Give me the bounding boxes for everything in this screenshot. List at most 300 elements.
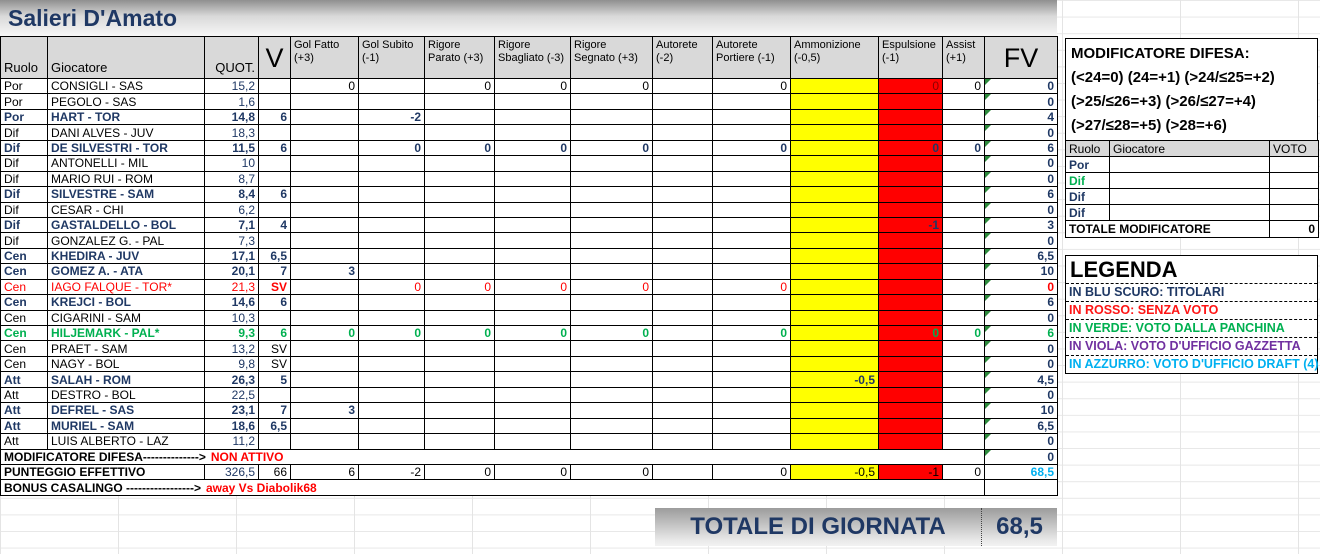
- cell-espulsione[interactable]: [879, 202, 943, 217]
- cell-ruolo[interactable]: Dif: [1, 125, 48, 140]
- cell-player-name[interactable]: CIGARINI - SAM: [48, 310, 205, 325]
- header-autorete-portiere[interactable]: Autorete Portiere (-1): [713, 37, 791, 79]
- cell-autorete-portiere[interactable]: [713, 403, 791, 418]
- cell-rigore-segnato[interactable]: 0: [571, 140, 653, 155]
- cell-rigore-parato[interactable]: [425, 356, 495, 371]
- cell-autorete[interactable]: [653, 94, 713, 109]
- cell-rigore-sbagliato[interactable]: [495, 156, 571, 171]
- cell-fv[interactable]: 0: [985, 310, 1058, 325]
- cell-ruolo[interactable]: Att: [1, 434, 48, 449]
- cell-autorete-portiere[interactable]: [713, 217, 791, 232]
- cell-espulsione[interactable]: [879, 310, 943, 325]
- header-rigore-sbagliato[interactable]: Rigore Sbagliato (-3): [495, 37, 571, 79]
- cell-quot[interactable]: 11,2: [205, 434, 259, 449]
- cell-ammonizione[interactable]: [791, 233, 879, 248]
- cell-gol-fatto[interactable]: 0: [291, 326, 359, 341]
- cell-voto[interactable]: [259, 387, 291, 402]
- cell-voto[interactable]: [259, 202, 291, 217]
- cell-fv[interactable]: 6: [985, 295, 1058, 310]
- mod-header-voto[interactable]: VOTO: [1270, 141, 1319, 157]
- cell-player-name[interactable]: KREJCI - BOL: [48, 295, 205, 310]
- cell-player-name[interactable]: NAGY - BOL: [48, 356, 205, 371]
- punteggio-label[interactable]: PUNTEGGIO EFFETTIVO: [1, 464, 205, 479]
- cell-gol-subito[interactable]: [359, 156, 425, 171]
- cell-voto[interactable]: 6,5: [259, 248, 291, 263]
- cell-gol-fatto[interactable]: [291, 341, 359, 356]
- cell-player-name[interactable]: ANTONELLI - MIL: [48, 156, 205, 171]
- cell-espulsione[interactable]: [879, 387, 943, 402]
- cell-fv[interactable]: 0: [985, 125, 1058, 140]
- cell-voto[interactable]: 6: [259, 140, 291, 155]
- cell-gol-fatto[interactable]: [291, 94, 359, 109]
- cell-assist[interactable]: [943, 187, 985, 202]
- cell-ammonizione[interactable]: [791, 156, 879, 171]
- cell-ruolo[interactable]: Cen: [1, 356, 48, 371]
- mod-cell-voto[interactable]: [1270, 205, 1319, 221]
- cell-autorete[interactable]: [653, 264, 713, 279]
- cell-fv[interactable]: 0: [985, 387, 1058, 402]
- header-gol-fatto[interactable]: Gol Fatto (+3): [291, 37, 359, 79]
- cell-rigore-segnato[interactable]: [571, 125, 653, 140]
- cell-fv[interactable]: 6: [985, 140, 1058, 155]
- cell-voto[interactable]: 7: [259, 264, 291, 279]
- cell-autorete-portiere[interactable]: [713, 387, 791, 402]
- cell-autorete[interactable]: [653, 341, 713, 356]
- cell-gol-subito[interactable]: [359, 341, 425, 356]
- cell-assist[interactable]: [943, 233, 985, 248]
- cell-rigore-parato[interactable]: 0: [425, 79, 495, 94]
- cell-rigore-sbagliato[interactable]: [495, 387, 571, 402]
- cell-player-name[interactable]: PRAET - SAM: [48, 341, 205, 356]
- cell-autorete[interactable]: [653, 356, 713, 371]
- cell-gol-fatto[interactable]: 3: [291, 403, 359, 418]
- cell-fv[interactable]: 3: [985, 217, 1058, 232]
- header-assist[interactable]: Assist (+1): [943, 37, 985, 79]
- cell-espulsione[interactable]: [879, 341, 943, 356]
- cell-rigore-sbagliato[interactable]: [495, 310, 571, 325]
- cell-autorete-portiere[interactable]: [713, 434, 791, 449]
- cell-espulsione-totale[interactable]: -1: [879, 464, 943, 479]
- cell-ammonizione[interactable]: [791, 217, 879, 232]
- cell-rigore-sbagliato-totale[interactable]: 0: [495, 464, 571, 479]
- cell-autorete[interactable]: [653, 418, 713, 433]
- cell-fv[interactable]: 6: [985, 187, 1058, 202]
- cell-autorete[interactable]: [653, 202, 713, 217]
- cell-ammonizione[interactable]: [791, 125, 879, 140]
- cell-gol-fatto[interactable]: [291, 372, 359, 387]
- cell-espulsione[interactable]: [879, 372, 943, 387]
- cell-ruolo[interactable]: Dif: [1, 140, 48, 155]
- cell-autorete-portiere[interactable]: [713, 233, 791, 248]
- cell-gol-subito-totale[interactable]: -2: [359, 464, 425, 479]
- cell-ammonizione[interactable]: [791, 403, 879, 418]
- cell-ruolo[interactable]: Dif: [1, 156, 48, 171]
- cell-assist[interactable]: [943, 279, 985, 294]
- cell-rigore-segnato[interactable]: [571, 264, 653, 279]
- header-giocatore[interactable]: Giocatore: [48, 37, 205, 79]
- cell-rigore-segnato[interactable]: [571, 372, 653, 387]
- cell-gol-fatto[interactable]: 3: [291, 264, 359, 279]
- cell-rigore-sbagliato[interactable]: [495, 217, 571, 232]
- cell-player-name[interactable]: PEGOLO - SAS: [48, 94, 205, 109]
- cell-rigore-parato[interactable]: 0: [425, 140, 495, 155]
- header-espulsione[interactable]: Espulsione (-1): [879, 37, 943, 79]
- cell-espulsione[interactable]: [879, 403, 943, 418]
- cell-assist[interactable]: 0: [943, 79, 985, 94]
- cell-gol-subito[interactable]: [359, 372, 425, 387]
- cell-assist[interactable]: [943, 264, 985, 279]
- cell-autorete[interactable]: [653, 217, 713, 232]
- cell-ammonizione[interactable]: [791, 202, 879, 217]
- cell-assist-totale[interactable]: 0: [943, 464, 985, 479]
- cell-ammonizione[interactable]: [791, 171, 879, 186]
- cell-ruolo[interactable]: Att: [1, 372, 48, 387]
- cell-quot[interactable]: 18,6: [205, 418, 259, 433]
- cell-rigore-parato[interactable]: [425, 187, 495, 202]
- header-rigore-parato[interactable]: Rigore Parato (+3): [425, 37, 495, 79]
- cell-rigore-sbagliato[interactable]: [495, 264, 571, 279]
- cell-player-name[interactable]: SALAH - ROM: [48, 372, 205, 387]
- cell-autorete-portiere[interactable]: 0: [713, 326, 791, 341]
- mod-cell-voto[interactable]: [1270, 189, 1319, 205]
- cell-rigore-segnato[interactable]: [571, 418, 653, 433]
- mod-header-ruolo[interactable]: Ruolo: [1066, 141, 1110, 157]
- header-rigore-segnato[interactable]: Rigore Segnato (+3): [571, 37, 653, 79]
- cell-autorete[interactable]: [653, 326, 713, 341]
- mod-cell-ruolo[interactable]: Dif: [1066, 173, 1110, 189]
- mod-cell-ruolo[interactable]: Dif: [1066, 205, 1110, 221]
- cell-espulsione[interactable]: [879, 156, 943, 171]
- cell-espulsione[interactable]: 0: [879, 140, 943, 155]
- cell-gol-subito[interactable]: [359, 79, 425, 94]
- bonus-casalingo-cell[interactable]: [1, 480, 985, 495]
- cell-gol-subito[interactable]: [359, 264, 425, 279]
- cell-rigore-sbagliato[interactable]: 0: [495, 326, 571, 341]
- cell-quot[interactable]: 9,8: [205, 356, 259, 371]
- cell-rigore-parato[interactable]: [425, 418, 495, 433]
- header-quot[interactable]: QUOT.: [205, 37, 259, 79]
- cell-gol-fatto[interactable]: [291, 202, 359, 217]
- cell-ruolo[interactable]: Dif: [1, 187, 48, 202]
- cell-ammonizione[interactable]: [791, 140, 879, 155]
- cell-espulsione[interactable]: [879, 356, 943, 371]
- cell-rigore-sbagliato[interactable]: [495, 248, 571, 263]
- cell-assist[interactable]: [943, 248, 985, 263]
- cell-rigore-sbagliato[interactable]: [495, 403, 571, 418]
- header-autorete[interactable]: Autorete (-2): [653, 37, 713, 79]
- cell-ruolo[interactable]: Cen: [1, 341, 48, 356]
- cell-rigore-segnato[interactable]: [571, 171, 653, 186]
- header-voto[interactable]: V: [259, 37, 291, 79]
- cell-ruolo[interactable]: Por: [1, 79, 48, 94]
- cell-gol-fatto[interactable]: [291, 418, 359, 433]
- cell-player-name[interactable]: GONZALEZ G. - PAL: [48, 233, 205, 248]
- cell-quot[interactable]: 8,7: [205, 171, 259, 186]
- cell-voto[interactable]: 6: [259, 109, 291, 124]
- cell-gol-fatto[interactable]: [291, 171, 359, 186]
- cell-gol-subito[interactable]: [359, 403, 425, 418]
- cell-rigore-segnato[interactable]: [571, 356, 653, 371]
- cell-gol-subito[interactable]: [359, 248, 425, 263]
- cell-player-name[interactable]: CONSIGLI - SAS: [48, 79, 205, 94]
- cell-player-name[interactable]: CESAR - CHI: [48, 202, 205, 217]
- cell-autorete-portiere[interactable]: [713, 125, 791, 140]
- mod-cell-ruolo[interactable]: Por: [1066, 157, 1110, 173]
- cell-rigore-segnato[interactable]: [571, 94, 653, 109]
- cell-player-name[interactable]: KHEDIRA - JUV: [48, 248, 205, 263]
- cell-espulsione[interactable]: [879, 125, 943, 140]
- cell-fv[interactable]: 0: [985, 171, 1058, 186]
- cell-quot[interactable]: 18,3: [205, 125, 259, 140]
- cell-ruolo[interactable]: Por: [1, 109, 48, 124]
- cell-autorete-portiere[interactable]: 0: [713, 140, 791, 155]
- cell-player-name[interactable]: DESTRO - BOL: [48, 387, 205, 402]
- cell-assist[interactable]: [943, 372, 985, 387]
- cell-ruolo[interactable]: Dif: [1, 171, 48, 186]
- cell-autorete[interactable]: [653, 310, 713, 325]
- cell-player-name[interactable]: GASTALDELLO - BOL: [48, 217, 205, 232]
- cell-gol-subito[interactable]: [359, 387, 425, 402]
- cell-autorete-portiere[interactable]: [713, 94, 791, 109]
- cell-assist[interactable]: [943, 171, 985, 186]
- cell-gol-subito[interactable]: [359, 187, 425, 202]
- cell-rigore-sbagliato[interactable]: [495, 233, 571, 248]
- cell-autorete[interactable]: [653, 372, 713, 387]
- cell-voto[interactable]: SV: [259, 341, 291, 356]
- modificatore-difesa-cell[interactable]: [1, 449, 985, 464]
- cell-rigore-sbagliato[interactable]: [495, 341, 571, 356]
- cell-autorete[interactable]: [653, 387, 713, 402]
- cell-gol-subito[interactable]: [359, 434, 425, 449]
- mod-cell-giocatore[interactable]: [1110, 157, 1270, 173]
- cell-voto[interactable]: [259, 434, 291, 449]
- cell-rigore-sbagliato[interactable]: [495, 171, 571, 186]
- cell-assist[interactable]: [943, 403, 985, 418]
- cell-gol-subito[interactable]: [359, 310, 425, 325]
- mod-cell-giocatore[interactable]: [1110, 189, 1270, 205]
- cell-ammonizione[interactable]: [791, 187, 879, 202]
- cell-quot[interactable]: 26,3: [205, 372, 259, 387]
- cell-fv[interactable]: 0: [985, 449, 1058, 464]
- cell-autorete[interactable]: [653, 156, 713, 171]
- cell-rigore-parato[interactable]: [425, 109, 495, 124]
- cell-quot[interactable]: 6,2: [205, 202, 259, 217]
- cell-assist[interactable]: [943, 202, 985, 217]
- header-ammonizione[interactable]: Ammonizione (-0,5): [791, 37, 879, 79]
- cell-rigore-parato[interactable]: [425, 372, 495, 387]
- cell-espulsione[interactable]: [879, 187, 943, 202]
- cell-rigore-segnato[interactable]: [571, 434, 653, 449]
- cell-quot[interactable]: 17,1: [205, 248, 259, 263]
- cell-rigore-segnato[interactable]: [571, 387, 653, 402]
- cell-autorete-portiere[interactable]: 0: [713, 79, 791, 94]
- cell-ammonizione[interactable]: [791, 434, 879, 449]
- cell-ruolo[interactable]: Cen: [1, 264, 48, 279]
- cell-quot[interactable]: 15,2: [205, 79, 259, 94]
- cell-ruolo[interactable]: Att: [1, 387, 48, 402]
- mod-total-label[interactable]: TOTALE MODIFICATORE: [1066, 221, 1270, 238]
- cell-autorete-portiere[interactable]: [713, 109, 791, 124]
- cell-quot[interactable]: 14,8: [205, 109, 259, 124]
- cell-assist[interactable]: 0: [943, 326, 985, 341]
- cell-rigore-parato[interactable]: [425, 341, 495, 356]
- cell-ruolo[interactable]: Dif: [1, 217, 48, 232]
- cell-autorete-portiere[interactable]: [713, 156, 791, 171]
- cell-ammonizione[interactable]: [791, 310, 879, 325]
- cell-autorete-portiere[interactable]: [713, 341, 791, 356]
- cell-gol-fatto[interactable]: [291, 233, 359, 248]
- cell-gol-subito[interactable]: 0: [359, 140, 425, 155]
- cell-player-name[interactable]: MARIO RUI - ROM: [48, 171, 205, 186]
- cell-rigore-sbagliato[interactable]: [495, 434, 571, 449]
- cell-quot[interactable]: 8,4: [205, 187, 259, 202]
- cell-voto[interactable]: 4: [259, 217, 291, 232]
- cell-voto[interactable]: 7: [259, 403, 291, 418]
- cell-ammonizione[interactable]: [791, 94, 879, 109]
- cell-ruolo[interactable]: Cen: [1, 248, 48, 263]
- cell-fv-totale[interactable]: 68,5: [985, 464, 1058, 479]
- cell-gol-fatto[interactable]: 0: [291, 79, 359, 94]
- cell-gol-fatto[interactable]: [291, 217, 359, 232]
- cell-player-name[interactable]: IAGO FALQUE - TOR*: [48, 279, 205, 294]
- cell-voto[interactable]: SV: [259, 279, 291, 294]
- cell-espulsione[interactable]: [879, 418, 943, 433]
- cell-rigore-segnato[interactable]: [571, 233, 653, 248]
- cell-assist[interactable]: [943, 434, 985, 449]
- cell-autorete-portiere[interactable]: [713, 295, 791, 310]
- cell-espulsione[interactable]: [879, 248, 943, 263]
- cell-fv[interactable]: 0: [985, 341, 1058, 356]
- cell-rigore-segnato[interactable]: [571, 248, 653, 263]
- cell-assist[interactable]: [943, 341, 985, 356]
- cell-autorete-portiere[interactable]: [713, 356, 791, 371]
- cell-rigore-sbagliato[interactable]: [495, 295, 571, 310]
- header-fv[interactable]: FV: [985, 37, 1058, 79]
- cell-autorete-portiere[interactable]: [713, 418, 791, 433]
- cell-player-name[interactable]: DEFREL - SAS: [48, 403, 205, 418]
- cell-espulsione[interactable]: -1: [879, 217, 943, 232]
- cell-autorete-portiere[interactable]: [713, 202, 791, 217]
- cell-rigore-segnato[interactable]: [571, 202, 653, 217]
- cell-espulsione[interactable]: [879, 233, 943, 248]
- cell-assist[interactable]: [943, 217, 985, 232]
- cell-espulsione[interactable]: [879, 279, 943, 294]
- cell-autorete[interactable]: [653, 295, 713, 310]
- cell-player-name[interactable]: GOMEZ A. - ATA: [48, 264, 205, 279]
- cell-player-name[interactable]: MURIEL - SAM: [48, 418, 205, 433]
- cell-fv[interactable]: 6,5: [985, 418, 1058, 433]
- cell-voto[interactable]: 5: [259, 372, 291, 387]
- cell-gol-fatto[interactable]: [291, 434, 359, 449]
- cell-quot[interactable]: 20,1: [205, 264, 259, 279]
- cell-voto[interactable]: 6: [259, 326, 291, 341]
- cell-ammonizione[interactable]: [791, 109, 879, 124]
- cell-autorete[interactable]: [653, 109, 713, 124]
- cell-rigore-sbagliato[interactable]: 0: [495, 79, 571, 94]
- cell-ruolo[interactable]: Att: [1, 418, 48, 433]
- cell-rigore-sbagliato[interactable]: [495, 372, 571, 387]
- cell-quot[interactable]: 23,1: [205, 403, 259, 418]
- cell-voto[interactable]: 6,5: [259, 418, 291, 433]
- cell-player-name[interactable]: HILJEMARK - PAL*: [48, 326, 205, 341]
- cell-player-name[interactable]: DE SILVESTRI - TOR: [48, 140, 205, 155]
- cell-gol-subito[interactable]: [359, 356, 425, 371]
- cell-autorete-portiere[interactable]: [713, 187, 791, 202]
- cell-voto[interactable]: [259, 94, 291, 109]
- cell-quot[interactable]: 21,3: [205, 279, 259, 294]
- cell-autorete[interactable]: [653, 79, 713, 94]
- cell-rigore-segnato[interactable]: [571, 109, 653, 124]
- cell-gol-subito[interactable]: [359, 171, 425, 186]
- cell-ammonizione[interactable]: [791, 387, 879, 402]
- cell-voto[interactable]: [259, 233, 291, 248]
- cell-rigore-sbagliato[interactable]: 0: [495, 140, 571, 155]
- cell-autorete-portiere[interactable]: [713, 310, 791, 325]
- cell-ruolo[interactable]: Cen: [1, 326, 48, 341]
- cell-assist[interactable]: [943, 295, 985, 310]
- cell-rigore-segnato[interactable]: [571, 295, 653, 310]
- cell-rigore-parato[interactable]: [425, 171, 495, 186]
- cell-gol-fatto[interactable]: [291, 356, 359, 371]
- cell-rigore-parato[interactable]: [425, 233, 495, 248]
- cell-rigore-sbagliato[interactable]: [495, 94, 571, 109]
- cell-fv[interactable]: 6: [985, 326, 1058, 341]
- cell-rigore-parato[interactable]: 0: [425, 326, 495, 341]
- cell-ammonizione[interactable]: [791, 264, 879, 279]
- cell-gol-fatto[interactable]: [291, 140, 359, 155]
- cell-rigore-segnato[interactable]: [571, 341, 653, 356]
- cell-espulsione[interactable]: [879, 434, 943, 449]
- cell-espulsione[interactable]: [879, 264, 943, 279]
- cell-rigore-parato[interactable]: [425, 310, 495, 325]
- cell-rigore-segnato[interactable]: 0: [571, 326, 653, 341]
- cell-assist[interactable]: [943, 310, 985, 325]
- cell-ruolo[interactable]: Por: [1, 94, 48, 109]
- cell-ammonizione[interactable]: [791, 341, 879, 356]
- cell-fv-empty[interactable]: [985, 480, 1058, 495]
- cell-ammonizione-totale[interactable]: -0,5: [791, 464, 879, 479]
- cell-gol-fatto[interactable]: [291, 109, 359, 124]
- cell-autorete[interactable]: [653, 187, 713, 202]
- cell-ammonizione[interactable]: [791, 279, 879, 294]
- cell-autorete[interactable]: [653, 233, 713, 248]
- cell-ruolo[interactable]: Att: [1, 403, 48, 418]
- cell-rigore-segnato[interactable]: 0: [571, 279, 653, 294]
- cell-espulsione[interactable]: [879, 109, 943, 124]
- cell-rigore-sbagliato[interactable]: [495, 125, 571, 140]
- cell-espulsione[interactable]: 0: [879, 326, 943, 341]
- cell-rigore-sbagliato[interactable]: [495, 418, 571, 433]
- cell-ammonizione[interactable]: [791, 356, 879, 371]
- cell-voto[interactable]: [259, 125, 291, 140]
- cell-rigore-parato[interactable]: [425, 156, 495, 171]
- cell-fv[interactable]: 0: [985, 94, 1058, 109]
- cell-assist[interactable]: [943, 125, 985, 140]
- cell-player-name[interactable]: DANI ALVES - JUV: [48, 125, 205, 140]
- cell-rigore-segnato[interactable]: [571, 403, 653, 418]
- cell-gol-fatto[interactable]: [291, 310, 359, 325]
- cell-rigore-parato[interactable]: [425, 387, 495, 402]
- cell-rigore-parato[interactable]: [425, 248, 495, 263]
- cell-autorete-portiere[interactable]: 0: [713, 279, 791, 294]
- cell-ruolo[interactable]: Dif: [1, 233, 48, 248]
- cell-fv[interactable]: 4: [985, 109, 1058, 124]
- cell-voto[interactable]: 6: [259, 295, 291, 310]
- cell-voto-totale[interactable]: 66: [259, 464, 291, 479]
- cell-rigore-segnato[interactable]: [571, 156, 653, 171]
- cell-player-name[interactable]: SILVESTRE - SAM: [48, 187, 205, 202]
- mod-cell-voto[interactable]: [1270, 157, 1319, 173]
